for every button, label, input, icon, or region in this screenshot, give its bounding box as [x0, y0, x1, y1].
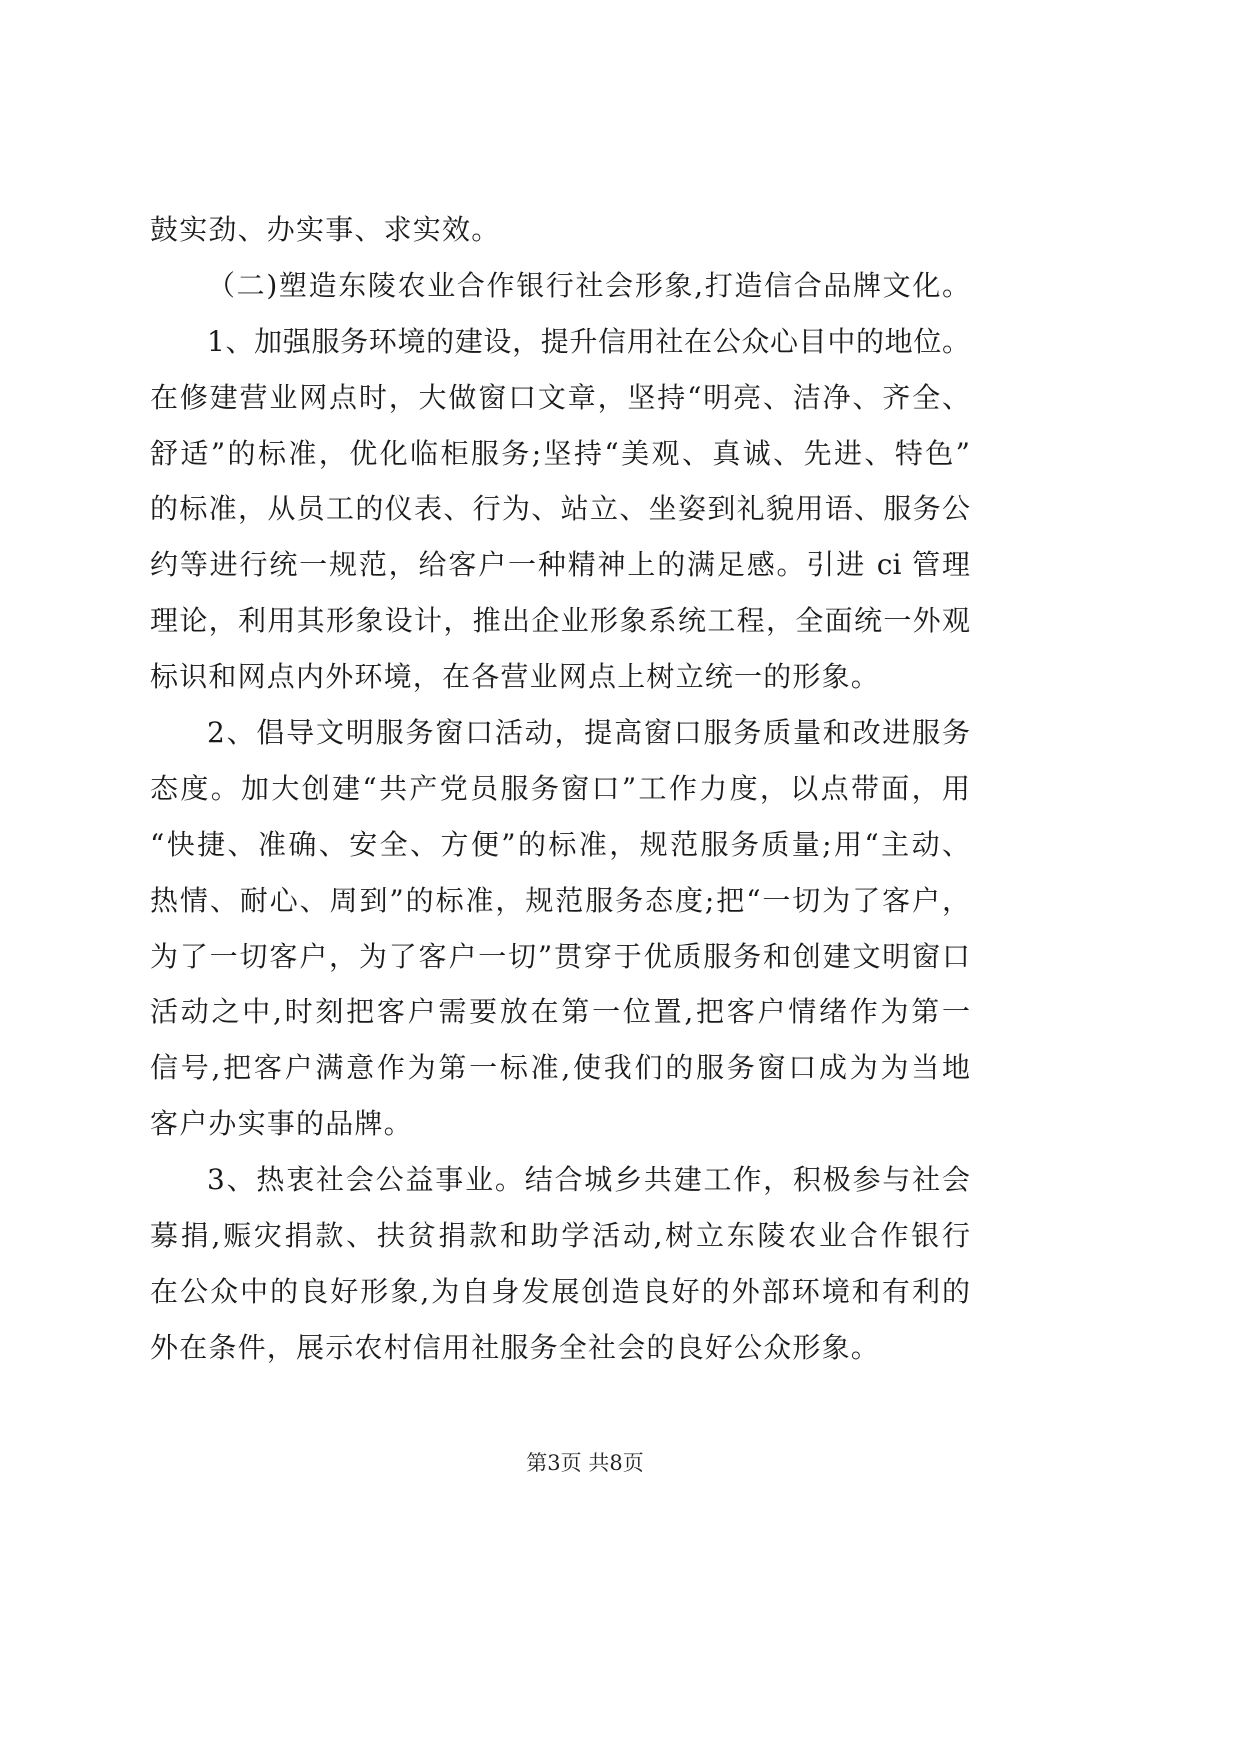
page-number: 第3页 共8页	[526, 1451, 644, 1475]
paragraph-line: 客户办实事的品牌。	[150, 1107, 413, 1141]
paragraph-line: 热情、耐心、周到”的标准，规范服务态度;把“一切为了客户，	[150, 883, 970, 917]
paragraph-line: 在修建营业网点时，大做窗口文章，坚持“明亮、洁净、齐全、	[150, 380, 970, 414]
section-heading: （二)塑造东陵农业合作银行社会形象,打造信合品牌文化。	[207, 268, 970, 302]
continued-text-line: 鼓实劲、办实事、求实效。	[150, 213, 501, 246]
paragraph-line: 态度。加大创建“共产党员服务窗口”工作力度，以点带面，用	[150, 771, 970, 805]
paragraph-line: 募捐,赈灾捐款、扶贫捐款和助学活动,树立东陵农业合作银行	[150, 1219, 970, 1253]
paragraph-item-2	[150, 705, 970, 1152]
paragraph-line: 3、热衷社会公益事业。结合城乡共建工作，积极参与社会	[207, 1163, 970, 1197]
paragraph-line: 外在条件，展示农村信用社服务全社会的良好公众形象。	[150, 1330, 881, 1364]
paragraph-line: 2、倡导文明服务窗口活动，提高窗口服务质量和改进服务	[207, 716, 970, 750]
paragraph-item-3	[150, 1152, 970, 1376]
paragraph-line: 在公众中的良好形象,为自身发展创造良好的外部环境和有利的	[150, 1274, 970, 1308]
paragraph-line: 信号,把客户满意作为第一标准,使我们的服务窗口成为为当地	[150, 1051, 970, 1085]
paragraph-line: 的标准，从员工的仪表、行为、站立、坐姿到礼貌用语、服务公	[150, 492, 970, 526]
document-body	[150, 202, 970, 1376]
paragraph-line: 为了一切客户，为了客户一切”贯穿于优质服务和创建文明窗口	[150, 939, 970, 973]
paragraph-item-1	[150, 314, 970, 705]
paragraph-line: 活动之中,时刻把客户需要放在第一位置,把客户情绪作为第一	[150, 995, 970, 1029]
paragraph-line: 理论，利用其形象设计，推出企业形象系统工程，全面统一外观	[150, 604, 970, 638]
paragraph-line: 约等进行统一规范，给客户一种精神上的满足感。引进 ci 管理	[150, 548, 970, 582]
paragraph-line: 1、加强服务环境的建设，提升信用社在公众心目中的地位。	[207, 324, 970, 358]
paragraph-line: “快捷、准确、安全、方便”的标准，规范服务质量;用“主动、	[150, 827, 970, 861]
page-footer	[455, 1448, 715, 1478]
paragraph-line: 舒适”的标准，优化临柜服务;坚持“美观、真诚、先进、特色”	[150, 436, 970, 470]
paragraph-line: 标识和网点内外环境，在各营业网点上树立统一的形象。	[150, 660, 881, 694]
